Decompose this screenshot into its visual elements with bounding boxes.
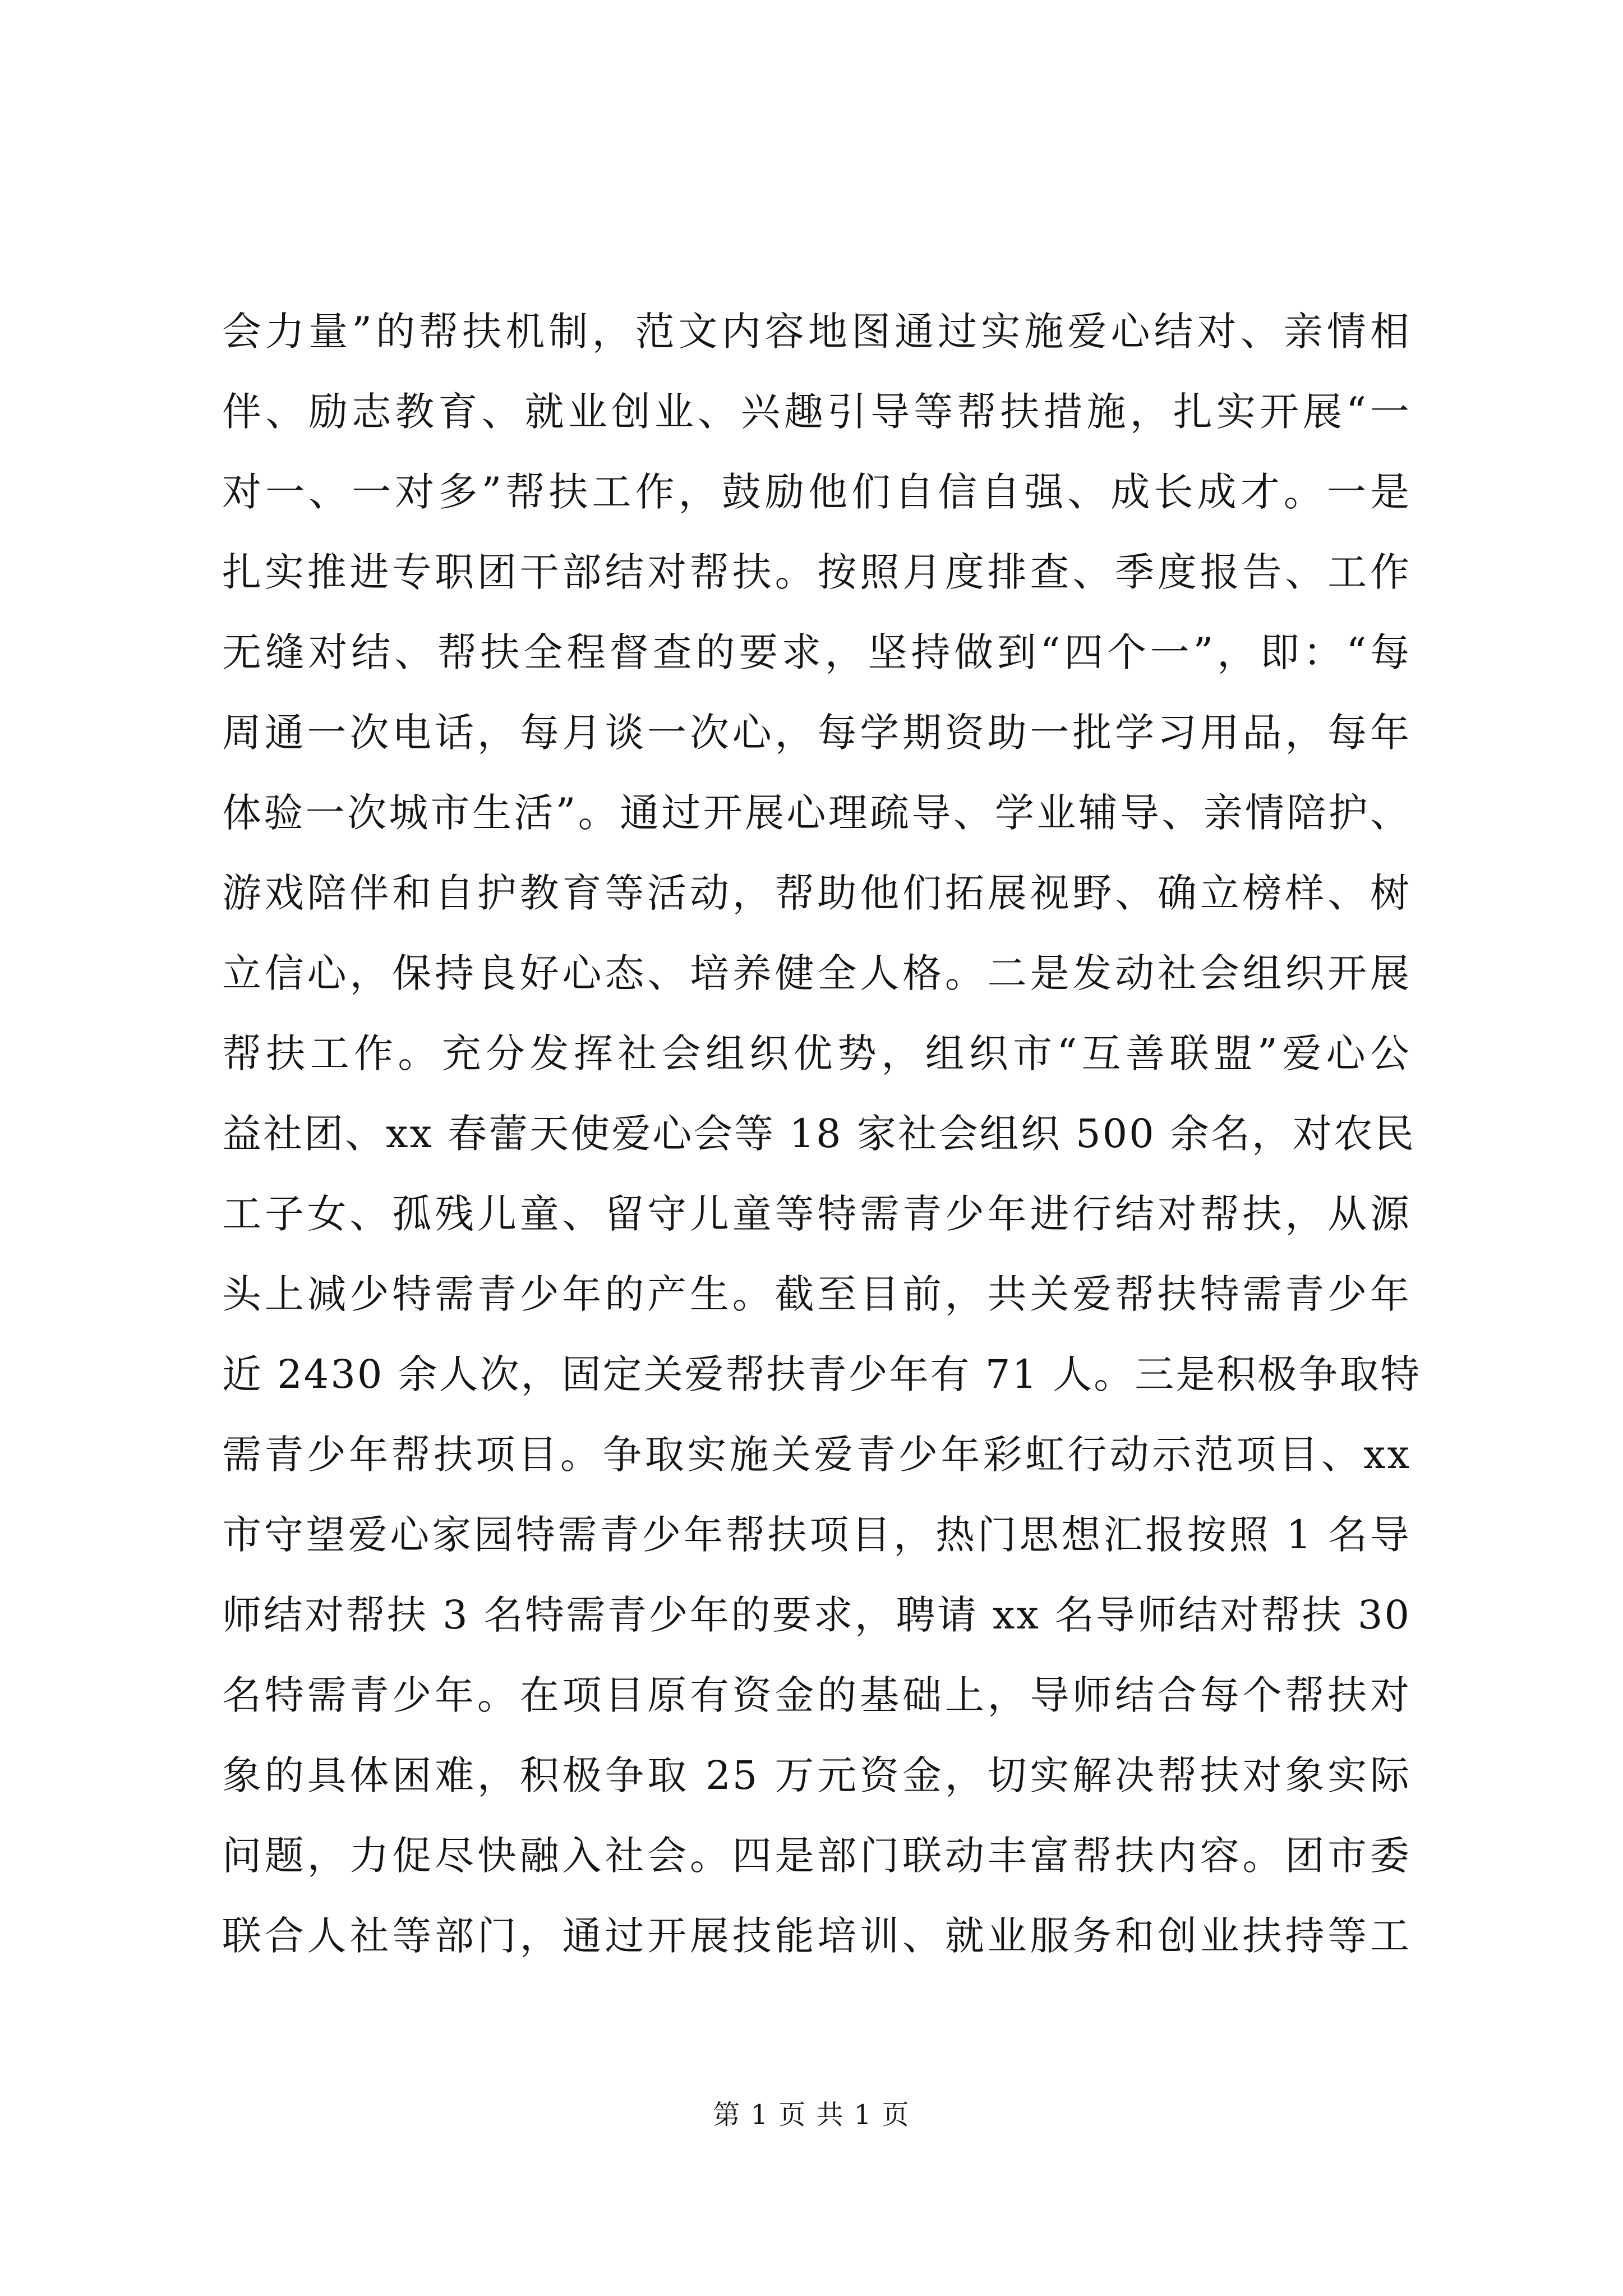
text-line: 对一、一对多”帮扶工作，鼓励他们自信自强、成长成才。一是 [222,469,1411,515]
text-line: 头上减少特需青少年的产生。截至目前，共关爱帮扶特需青少年 [222,1271,1411,1317]
text-line: 立信心，保持良好心态、培养健全人格。二是发动社会组织开展 [222,950,1411,996]
text-line: 周通一次电话，每月谈一次心，每学期资助一批学习用品，每年 [222,710,1411,756]
text-line: 联合人社等部门，通过开展技能培训、就业服务和创业扶持等工 [222,1913,1411,1959]
text-line: 工子女、孤残儿童、留守儿童等特需青少年进行结对帮扶，从源 [222,1191,1411,1237]
text-line: 体验一次城市生活”。通过开展心理疏导、学业辅导、亲情陪护、 [222,790,1411,836]
text-line: 会力量”的帮扶机制，范文内容地图通过实施爱心结对、亲情相 [222,309,1411,355]
text-line: 益社团、xx 春蕾天使爱心会等 18 家社会组织 500 余名，对农民 [222,1111,1415,1157]
text-line: 师结对帮扶 3 名特需青少年的要求，聘请 xx 名导师结对帮扶 30 [222,1592,1411,1638]
text-line: 象的具体困难，积极争取 25 万元资金，切实解决帮扶对象实际 [222,1752,1411,1798]
body-text [222,292,1422,1976]
text-line: 伴、励志教育、就业创业、兴趣引导等帮扶措施，扎实开展“一 [222,389,1411,435]
text-line: 近 2430 余人次，固定关爱帮扶青少年有 71 人。三是积极争取特 [222,1351,1422,1397]
text-line: 市守望爱心家园特需青少年帮扶项目，热门思想汇报按照 1 名导 [222,1512,1411,1558]
text-line: 扎实推进专职团干部结对帮扶。按照月度排查、季度报告、工作 [222,549,1411,595]
text-line: 需青少年帮扶项目。争取实施关爱青少年彩虹行动示范项目、xx [222,1432,1411,1478]
page-footer: 第 1 页 共 1 页 [713,2099,910,2131]
text-line: 游戏陪伴和自护教育等活动，帮助他们拓展视野、确立榜样、树 [222,870,1411,916]
text-line: 问题，力促尽快融入社会。四是部门联动丰富帮扶内容。团市委 [222,1833,1411,1879]
text-line: 帮扶工作。充分发挥社会组织优势，组织市“互善联盟”爱心公 [222,1030,1411,1076]
text-line: 无缝对结、帮扶全程督查的要求，坚持做到“四个一”，即：“每 [222,629,1411,675]
text-line: 名特需青少年。在项目原有资金的基础上，导师结合每个帮扶对 [222,1672,1411,1718]
